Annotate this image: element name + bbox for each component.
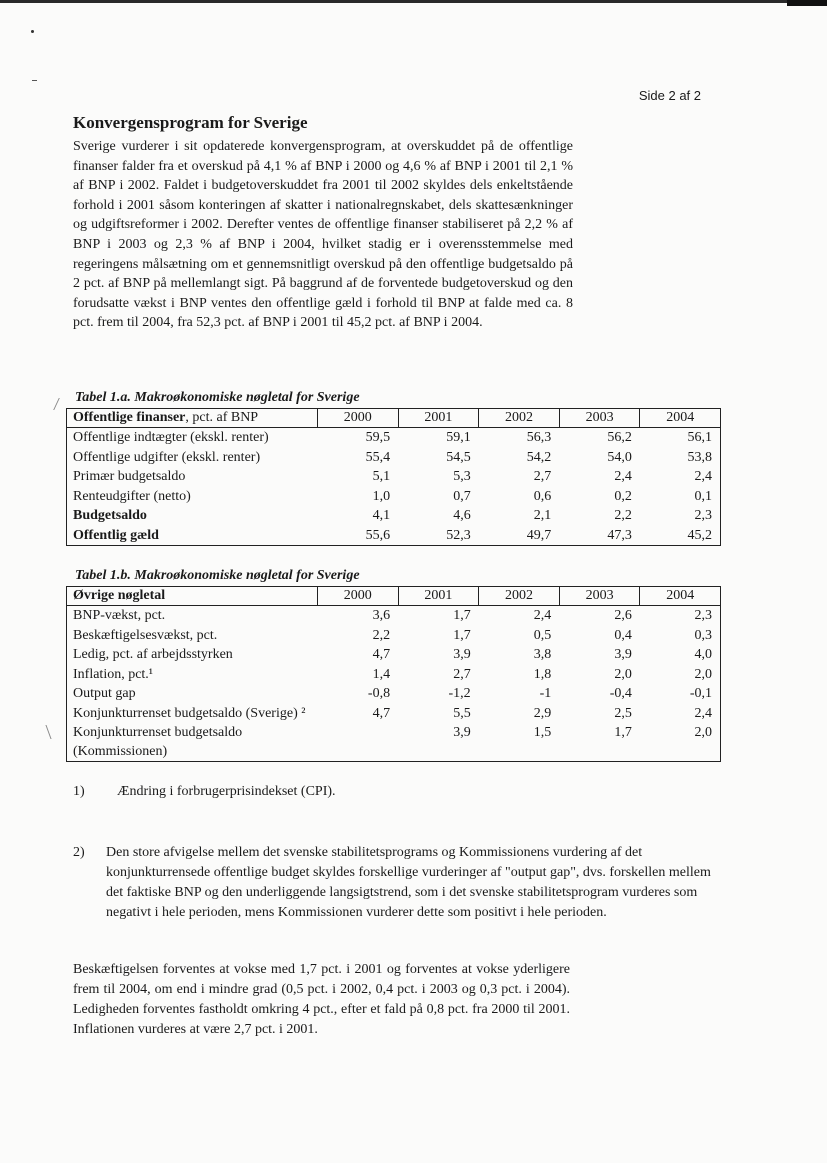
cell: 56,3 bbox=[526, 430, 552, 445]
cell bbox=[318, 723, 399, 762]
row-label: Inflation, pct.¹ bbox=[73, 666, 154, 682]
cell: 45,2 bbox=[687, 527, 712, 543]
cell: 2,0 bbox=[614, 666, 632, 682]
scan-top-border bbox=[0, 0, 827, 3]
cell: 1,7 bbox=[453, 627, 471, 643]
cell: 53,8 bbox=[687, 449, 712, 465]
cell: 2,5 bbox=[614, 705, 632, 721]
cell: 2,3 bbox=[694, 608, 712, 623]
cell: 2,4 bbox=[614, 469, 632, 484]
row-label: Output gap bbox=[73, 686, 136, 701]
page-number: Side 2 af 2 bbox=[638, 88, 701, 103]
table-row bbox=[67, 704, 721, 724]
table-b-caption: Tabel 1.b. Makroøkonomiske nøgletal for Sverige bbox=[75, 568, 360, 583]
cell: 4,7 bbox=[372, 705, 391, 721]
cell: 0,3 bbox=[694, 627, 712, 643]
table-row bbox=[67, 448, 721, 468]
cell: 47,3 bbox=[607, 527, 632, 543]
cell: 2,4 bbox=[694, 469, 712, 484]
table-row bbox=[67, 506, 721, 526]
cell: 2,4 bbox=[694, 705, 712, 721]
cell: 56,1 bbox=[687, 430, 712, 445]
scan-dot bbox=[31, 30, 34, 33]
cell: 54,0 bbox=[607, 449, 632, 465]
cell: 3,9 bbox=[453, 725, 471, 740]
cell: 3,6 bbox=[372, 608, 391, 623]
cell: 3,9 bbox=[614, 647, 632, 662]
cell: 2,4 bbox=[533, 608, 552, 623]
row-label: Primær budgetsaldo bbox=[73, 469, 186, 484]
year-header: 2003 bbox=[559, 587, 640, 606]
cell: 4,6 bbox=[453, 508, 471, 523]
footnote-1-text: Ændring i forbrugerprisindekset (CPI). bbox=[117, 784, 336, 799]
row-label: Offentlige udgifter (ekskl. renter) bbox=[73, 449, 261, 465]
table-row bbox=[67, 626, 721, 646]
cell: 5,1 bbox=[372, 469, 391, 484]
table-a-caption: Tabel 1.a. Makroøkonomiske nøgletal for Sverige bbox=[75, 390, 360, 405]
year-header: 2000 bbox=[318, 409, 399, 428]
cell: 4,1 bbox=[372, 508, 391, 523]
note-2 bbox=[73, 843, 713, 923]
cell: -0,4 bbox=[609, 686, 632, 701]
cell: 55,6 bbox=[365, 527, 391, 543]
cell: -1 bbox=[539, 686, 552, 701]
cell: 59,5 bbox=[365, 430, 391, 445]
cell: 5,5 bbox=[453, 705, 471, 721]
year-header: 2004 bbox=[640, 409, 721, 428]
cell: 56,2 bbox=[607, 430, 632, 445]
year-header: 2003 bbox=[559, 409, 640, 428]
year-header: 2001 bbox=[398, 409, 479, 428]
year-header: 2000 bbox=[318, 587, 399, 606]
cell: 2,0 bbox=[694, 666, 712, 682]
cell: 2,7 bbox=[453, 666, 471, 682]
row-label: Konjunkturrenset budgetsaldo (Sverige) ² bbox=[73, 705, 306, 721]
cell: 2,2 bbox=[614, 508, 632, 523]
cell: 2,3 bbox=[694, 508, 712, 523]
cell: 54,5 bbox=[446, 449, 471, 465]
cell: 1,4 bbox=[372, 666, 391, 682]
table-row bbox=[67, 467, 721, 487]
cell: 52,3 bbox=[446, 527, 471, 543]
table-row bbox=[67, 665, 721, 685]
cell: 2,7 bbox=[533, 469, 552, 484]
cell: 54,2 bbox=[526, 449, 552, 465]
cell: 3,8 bbox=[533, 647, 552, 662]
note-2-text: Den store afvigelse mellem det svenske stabilitetsprograms og Kommissionens vurdering af det konjunkturrensede offentlige budget skyldes forskellige vurderinger af "output gap", dvs. forskellen mellem det faktiske BNP og den underliggende langsigtstrend, som i det svenske stabilitetsprogram vurderes som negativt i hele perioden, mens Kommissionen vurderer dette som positivt i hele perioden. bbox=[106, 845, 711, 920]
intro-section bbox=[73, 113, 573, 333]
cell: 1,5 bbox=[533, 725, 552, 740]
cell: 3,9 bbox=[453, 647, 471, 662]
row-label: Renteudgifter (netto) bbox=[73, 488, 191, 504]
cell: -0,8 bbox=[367, 686, 391, 701]
cell: 1,8 bbox=[533, 666, 552, 682]
cell: 2,1 bbox=[533, 508, 552, 523]
note-2-number: 2) bbox=[73, 845, 85, 860]
table-b-header-label: Øvrige nøgletal bbox=[67, 587, 318, 606]
row-label: Offentlige indtægter (ekskl. renter) bbox=[73, 430, 269, 445]
footnote-1-number: 1) bbox=[73, 784, 85, 799]
cell: 0,7 bbox=[453, 488, 471, 504]
row-label: BNP-vækst, pct. bbox=[73, 608, 166, 623]
row-label: Budgetsaldo bbox=[73, 508, 147, 523]
table-row bbox=[67, 684, 721, 704]
row-label: Offentlig gæld bbox=[73, 527, 159, 543]
table-row bbox=[67, 487, 721, 507]
cell: 5,3 bbox=[453, 469, 471, 484]
table-a-header-label: Offentlige finanser, pct. af BNP bbox=[67, 409, 318, 428]
year-header: 2002 bbox=[479, 587, 560, 606]
cell: 0,2 bbox=[614, 488, 632, 504]
cell: 1,7 bbox=[453, 608, 471, 623]
cell: -0,1 bbox=[689, 686, 712, 701]
final-paragraph: Beskæftigelsen forventes at vokse med 1,7 pct. i 2001 og forventes at vokse yderligere frem til 2004, om end i mindre grad (0,5 pct. i 2002, 0,4 pct. i 2003 og 0,3 pct. i 2004). Ledigheden forventes fastholdt omkring 4 pct., efter et fald på 0,8 pct. fra 2000 til 2001. Inflationen vurderes at være 2,7 pct. i 2001. bbox=[73, 962, 570, 1037]
cell: 0,4 bbox=[614, 627, 632, 643]
table-row bbox=[67, 606, 721, 626]
table-b-header-row bbox=[67, 587, 721, 606]
cell: 59,1 bbox=[446, 430, 471, 445]
row-label: Ledig, pct. af arbejdsstyrken bbox=[73, 647, 233, 662]
cell: 0,6 bbox=[533, 488, 552, 504]
scan-mark bbox=[32, 80, 37, 81]
table-row bbox=[67, 526, 721, 546]
table-row bbox=[67, 645, 721, 665]
cell: 2,6 bbox=[614, 608, 632, 623]
footnote-1 bbox=[73, 784, 336, 800]
row-label: Konjunkturrenset budgetsaldo (Kommissionen) bbox=[73, 725, 243, 759]
cell: -1,2 bbox=[448, 686, 471, 701]
table-row bbox=[67, 428, 721, 448]
cell: 0,5 bbox=[533, 627, 552, 643]
cell: 2,0 bbox=[694, 725, 712, 740]
table-a-header-row bbox=[67, 409, 721, 428]
cell: 2,9 bbox=[533, 705, 552, 721]
cell: 1,7 bbox=[614, 725, 632, 740]
page-title: Konvergensprogram for Sverige bbox=[73, 113, 308, 132]
year-header: 2002 bbox=[479, 409, 560, 428]
cell: 1,0 bbox=[372, 488, 391, 504]
scan-mark bbox=[45, 725, 57, 739]
scan-top-border-mark bbox=[787, 0, 827, 6]
year-header: 2004 bbox=[640, 587, 721, 606]
cell: 49,7 bbox=[526, 527, 552, 543]
cell: 0,1 bbox=[694, 488, 712, 504]
table-a bbox=[66, 408, 721, 546]
row-label: Beskæftigelsesvækst, pct. bbox=[73, 627, 218, 643]
table-row bbox=[67, 723, 721, 762]
cell: 4,0 bbox=[694, 647, 712, 662]
cell: 55,4 bbox=[365, 449, 391, 465]
table-b bbox=[66, 586, 721, 762]
year-header: 2001 bbox=[398, 587, 479, 606]
cell: 4,7 bbox=[372, 647, 391, 662]
cell: 2,2 bbox=[372, 627, 391, 643]
intro-paragraph: Sverige vurderer i sit opdaterede konvergensprogram, at overskuddet på de offentlige finanser falder fra et overskud på 4,1 % af BNP i 2000 og 4,6 % af BNP i 2001 til 2,1 % af BNP i 2002. Faldet i budgetoverskuddet fra 2001 til 2002 skyldes dels enkeltstående forhold i 2001 såsom konteringen af skatter i nationalregnskabet, dels skattesænkninger og udgiftsreformer i 2002. Derefter ventes de offentlige finanser stabiliseret på 2,2 % af BNP i 2003 og 2,3 % af BNP i 2004, hvilket stadig er i overensstemmelse med regeringens målsætning om et gennemsnitligt overskud på den offentlige budgetsaldo på 2 pct. af BNP på mellemlangt sigt. På baggrund af de forventede budgetoverskud og den forudsatte vækst i BNP ventes den offentlige gæld i forhold til BNP at falde med ca. 8 pct. frem til 2004, fra 52,3 pct. af BNP i 2001 til 45,2 pct. af BNP i 2004. bbox=[73, 139, 573, 331]
